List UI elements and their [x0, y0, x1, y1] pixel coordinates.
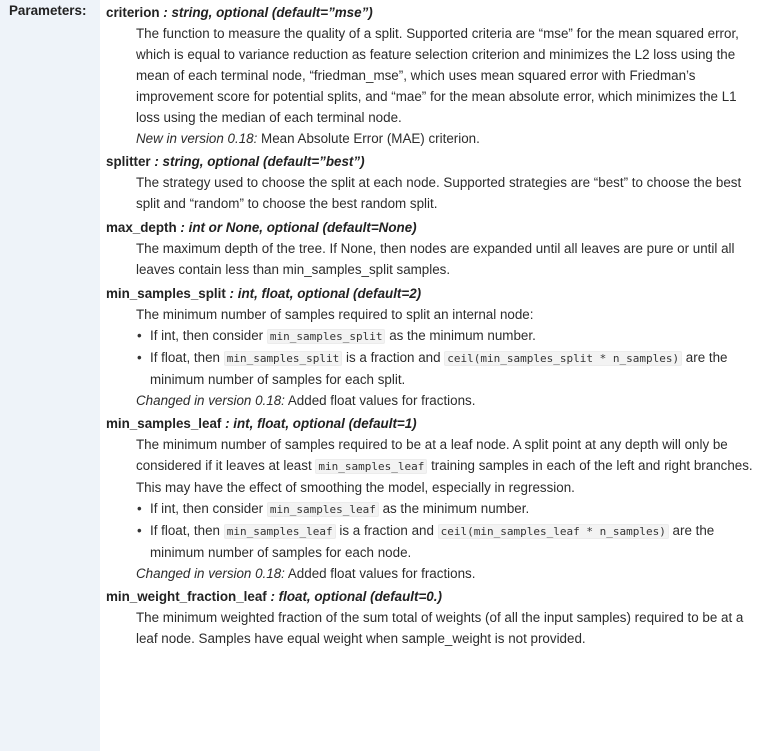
param-title	[106, 152, 758, 172]
bullet-text: as the minimum number.	[378, 501, 530, 516]
param-min-weight-fraction-leaf	[106, 587, 758, 649]
param-desc-text: The strategy used to choose the split at each node. Supported strategies are “best” to choose the best split and “random” to choose the best random split.	[136, 175, 742, 211]
bullet-text: is a fraction and	[342, 350, 445, 365]
param-title	[106, 218, 758, 238]
param-desc-text: The maximum depth of the tree. If None, then nodes are expanded until all leaves are pure or until all leaves contain less than min_samples_split samples.	[136, 241, 735, 277]
version-note	[136, 128, 758, 149]
param-title	[106, 284, 758, 304]
param-name: max_depth	[106, 220, 177, 235]
version-note	[136, 390, 758, 411]
param-name: min_samples_leaf	[106, 416, 222, 431]
list-item	[150, 347, 758, 390]
param-desc-text: The function to measure the quality of a split. Supported criteria are “mse” for the mean squared error, which is equal to variance reduction as feature selection criterion and minimizes the L2 loss using the mean of each terminal node, “friedman_mse”, which uses mean squared error with Friedman’s improvement score for potential splits, and “mae” for the mean absolute error, which minimizes the L1 loss using the median of each terminal node.	[136, 26, 739, 125]
param-title	[106, 3, 758, 23]
param-description	[136, 23, 758, 149]
param-title	[106, 414, 758, 434]
inline-code: min_samples_leaf	[315, 459, 427, 474]
desc-text: The minimum number of samples required to be at a leaf node. A split point at any depth will only be considered if it leaves at least	[136, 437, 728, 473]
version-note	[136, 563, 758, 584]
param-name: criterion	[106, 5, 160, 20]
bullet-text: are the minimum number of samples for each node.	[150, 523, 715, 560]
inline-code: ceil(min_samples_leaf * n_samples)	[438, 524, 669, 539]
desc-text: training samples in each of the left and right branches. This may have the effect of smoothing the model, especially in regression.	[136, 458, 753, 495]
version-note-text: Mean Absolute Error (MAE) criterion.	[257, 131, 480, 146]
inline-code: min_samples_split	[267, 329, 386, 344]
param-splitter	[106, 152, 758, 214]
bullet-text: If float, then	[150, 523, 224, 538]
parameters-list	[106, 0, 758, 649]
param-description	[136, 238, 758, 280]
param-name: splitter	[106, 154, 151, 169]
inline-code: min_samples_leaf	[224, 524, 336, 539]
param-description	[136, 304, 758, 411]
inline-code: min_samples_split	[224, 351, 343, 366]
param-desc-text: The minimum weighted fraction of the sum total of weights (of all the input samples) required to be at a leaf node. Samples have equal weight when sample_weight is not provided.	[136, 610, 744, 646]
param-type: : string, optional (default=”mse”)	[159, 5, 373, 20]
param-description	[136, 172, 758, 214]
bullet-list	[136, 325, 758, 390]
bullet-text: If float, then	[150, 350, 224, 365]
inline-code: min_samples_leaf	[267, 502, 379, 517]
list-item	[150, 520, 758, 563]
param-min-samples-split	[106, 284, 758, 411]
param-max-depth	[106, 218, 758, 280]
param-description	[136, 607, 758, 649]
version-note-text: Added float values for fractions.	[284, 393, 476, 408]
version-note-text: Added float values for fractions.	[284, 566, 476, 581]
bullet-text: If int, then consider	[150, 501, 267, 516]
bullet-text: is a fraction and	[335, 523, 438, 538]
parameters-label: Parameters:	[9, 3, 87, 18]
bullet-text: are the minimum number of samples for each split.	[150, 350, 728, 387]
param-type: : float, optional (default=0.)	[266, 589, 442, 604]
param-criterion	[106, 3, 758, 149]
bullet-text: If int, then consider	[150, 328, 267, 343]
param-name: min_weight_fraction_leaf	[106, 589, 267, 604]
version-note-label: Changed in version 0.18:	[136, 566, 285, 581]
param-desc-text: The minimum number of samples required to split an internal node:	[136, 307, 534, 322]
version-note-label: New in version 0.18:	[136, 131, 258, 146]
param-desc-text	[136, 434, 758, 498]
param-type: : int, float, optional (default=1)	[221, 416, 417, 431]
param-type: : int, float, optional (default=2)	[225, 286, 422, 301]
param-name: min_samples_split	[106, 286, 226, 301]
version-note-label: Changed in version 0.18:	[136, 393, 285, 408]
list-item	[150, 325, 758, 347]
bullet-list	[136, 498, 758, 563]
bullet-text: as the minimum number.	[385, 328, 536, 343]
param-type: : string, optional (default=”best”)	[150, 154, 365, 169]
inline-code: ceil(min_samples_split * n_samples)	[444, 351, 682, 366]
parameters-sidebar	[0, 0, 100, 751]
param-type: : int or None, optional (default=None)	[176, 220, 417, 235]
list-item	[150, 498, 758, 520]
param-min-samples-leaf	[106, 414, 758, 584]
param-title	[106, 587, 758, 607]
param-description	[136, 434, 758, 584]
